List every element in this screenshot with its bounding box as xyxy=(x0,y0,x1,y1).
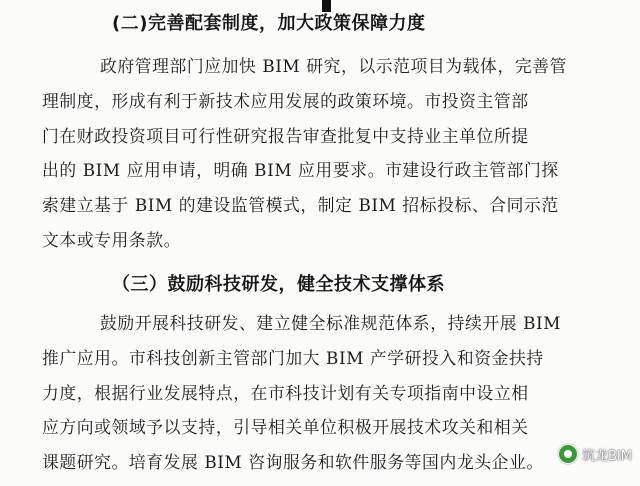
paragraph-line: 课题研究。培育发展 BIM 咨询服务和软件服务等国内龙头企业。 xyxy=(42,452,544,473)
paragraph-line: 文本或专用条款。 xyxy=(42,229,182,250)
paragraph-line: 力度，根据行业发展特点，在市科技计划有关专项指南中设立相 xyxy=(42,382,529,403)
paragraph-line: 理制度，形成有利于新技术应用发展的政策环境。市投资主管部 xyxy=(42,90,529,111)
watermark xyxy=(558,444,632,464)
wechat-icon xyxy=(558,444,578,464)
paragraph-line: 鼓励开展科技研发、建立健全标准规范体系，持续开展 BIM xyxy=(100,313,562,333)
paragraph-line: 出的 BIM 应用申请，明确 BIM 应用要求。市建设行政主管部门探 xyxy=(42,160,559,181)
section-2-paragraph xyxy=(42,49,622,258)
paragraph-line: 应方向或领域予以支持，引导相关单位积极开展技术攻关和相关 xyxy=(42,417,529,438)
section-3-paragraph xyxy=(42,306,622,480)
paragraph-line: 政府管理部门应加快 BIM 研究，以示范项目为载体，完善管 xyxy=(100,56,567,76)
paragraph-line: 推广应用。市科技创新主管部门加大 BIM 产学研投入和资金扶持 xyxy=(42,347,544,368)
watermark-text: 筑龙BIM xyxy=(582,448,632,464)
paragraph-line: 门在财政投资项目可行性研究报告审查批复中支持业主单位所提 xyxy=(42,125,529,146)
section-heading-2: (二)完善配套制度，加大政策保障力度 xyxy=(112,13,426,34)
paragraph-line: 索建立基于 BIM 的建设监管模式，制定 BIM 招标投标、合同示范 xyxy=(42,195,559,216)
section-heading-3: （三）鼓励科技研发，健全技术支撑体系 xyxy=(112,274,445,295)
